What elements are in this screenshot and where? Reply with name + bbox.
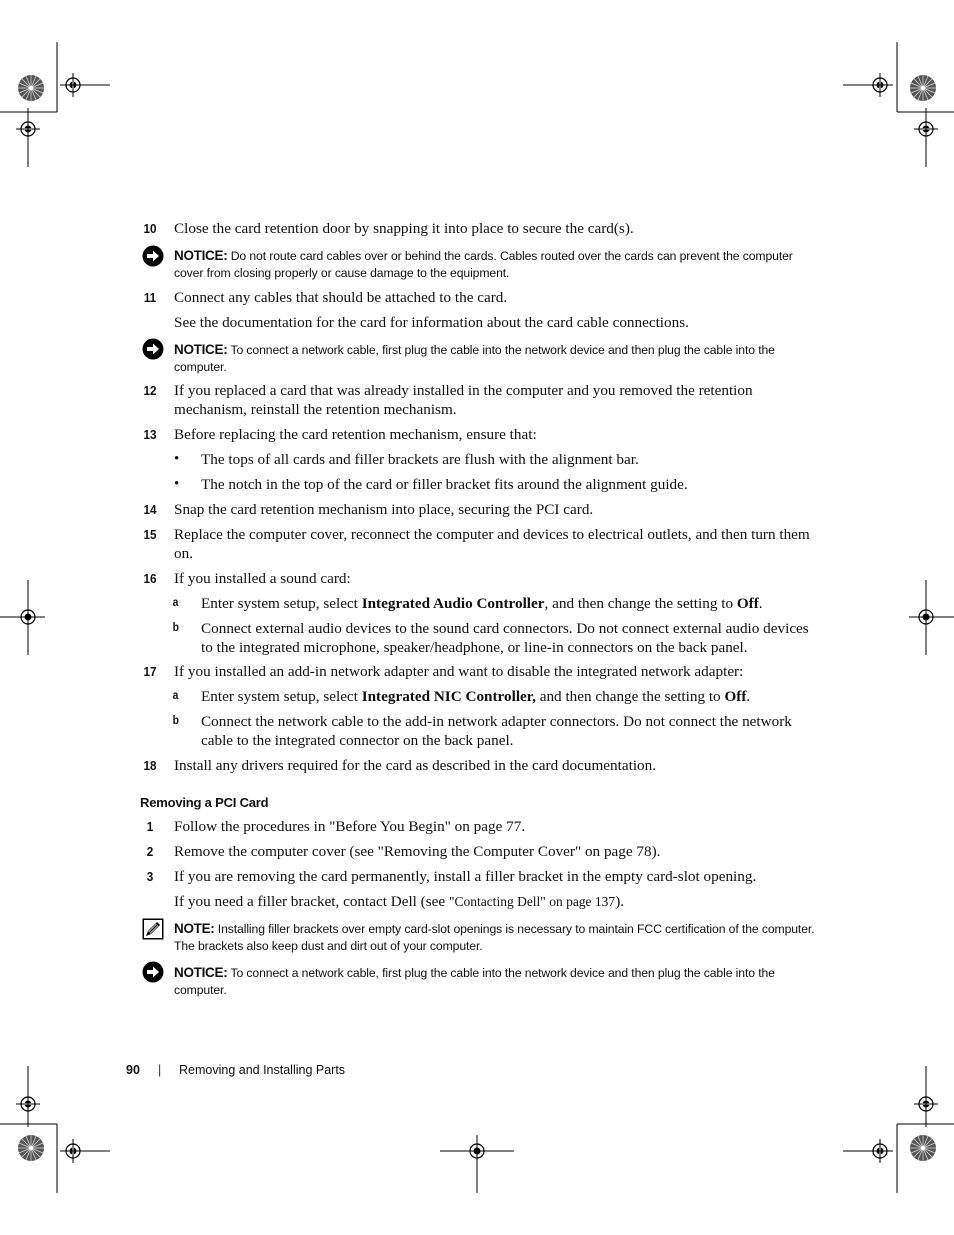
step-extra-text: See the documentation for the card for information about the card cable connections. — [174, 314, 689, 331]
step-number: 2 — [146, 844, 154, 859]
step-text: Close the card retention door by snapping it into place to secure the card(s). — [174, 220, 634, 237]
substep-letter: a — [172, 690, 179, 702]
substep-letter: b — [172, 715, 179, 727]
substep-text-pre: Enter system setup, select — [201, 595, 362, 612]
bullet-icon: • — [174, 476, 180, 492]
notice-label: NOTICE: — [174, 965, 228, 980]
bullet-text: The tops of all cards and filler brackets are flush with the alignment bar. — [201, 451, 639, 468]
step-text: Remove the computer cover (see "Removing the Computer Cover" on page 78). — [174, 843, 661, 860]
step-number: 1 — [146, 819, 154, 834]
step-number: 16 — [143, 571, 157, 586]
setting-value: Off — [724, 688, 747, 705]
substep-text — [201, 594, 821, 613]
step-text: Before replacing the card retention mechanism, ensure that: — [174, 426, 537, 443]
step-extra-post: ). — [615, 893, 625, 910]
notice-routing — [174, 247, 824, 282]
notice-icon — [142, 338, 164, 360]
setting-value: Off — [736, 595, 759, 612]
step-text: Install any drivers required for the card as described in the card documentation. — [174, 757, 657, 774]
notice-text: To connect a network cable, first plug the cable into the network device and then plug the cable into the computer. — [174, 966, 775, 997]
bullet-text: The notch in the top of the card or filler bracket fits around the alignment guide. — [201, 476, 688, 493]
substep-text-post: . — [758, 595, 763, 612]
page-number: 90 — [126, 1063, 140, 1077]
step-text: If you installed a sound card: — [174, 570, 351, 587]
notice-network-cable-2 — [174, 964, 824, 999]
step-text: Connect any cables that should be attached to the card. — [174, 289, 508, 306]
substep-text-mid: , and then change the setting to — [544, 595, 737, 612]
notice-network-cable — [174, 341, 824, 376]
bullet-icon: • — [174, 451, 180, 467]
footer-separator: | — [158, 1063, 162, 1077]
setting-name: Integrated NIC Controller, — [361, 688, 536, 705]
step-extra-text — [174, 892, 819, 911]
cross-reference-link[interactable]: "Contacting Dell" on page 137 — [448, 894, 616, 909]
note-text: Installing filler brackets over empty card-slot openings is necessary to maintain FCC certification of the computer. The brackets also keep dust and dirt out of your computer. — [174, 922, 815, 953]
step-text: Replace the computer cover, reconnect the computer and devices to electrical outlets, and then turn them on. — [174, 526, 810, 562]
step-number: 15 — [143, 527, 157, 542]
step-extra-pre: If you need a filler bracket, contact Dell (see — [174, 893, 449, 910]
substep-text-post: . — [746, 688, 751, 705]
step-text: If you replaced a card that was already installed in the computer and you removed the retention mechanism, reinstall the retention mechanism. — [174, 382, 753, 418]
notice-text: To connect a network cable, first plug the cable into the network device and then plug the cable into the computer. — [174, 343, 775, 374]
substep-text-mid: and then change the setting to — [535, 688, 725, 705]
notice-text: Do not route card cables over or behind the cards. Cables routed over the cards can prevent the computer cover from closing properly or cause damage to the equipment. — [174, 249, 793, 280]
substep-text-pre: Enter system setup, select — [201, 688, 362, 705]
step-number: 14 — [143, 502, 157, 517]
setting-name: Integrated Audio Controller — [361, 595, 545, 612]
note-pencil-icon — [142, 918, 164, 940]
section-heading: Removing a PCI Card — [140, 795, 269, 810]
step-number: 12 — [143, 383, 157, 398]
substep-text: Connect external audio devices to the sound card connectors. Do not connect external audio devices to the integrated microphone, speaker/headphone, or line-in connectors on the back panel. — [201, 620, 809, 656]
substep-text — [201, 687, 821, 706]
step-text: If you installed an add-in network adapter and want to disable the integrated network adapter: — [174, 663, 744, 680]
step-number: 3 — [146, 869, 154, 884]
notice-label: NOTICE: — [174, 342, 228, 357]
substep-letter: b — [172, 622, 179, 634]
substep-letter: a — [172, 597, 179, 609]
notice-icon — [142, 961, 164, 983]
note-fcc — [174, 920, 824, 955]
note-label: NOTE: — [174, 921, 215, 936]
footer-title: Removing and Installing Parts — [179, 1063, 346, 1077]
step-number: 10 — [143, 221, 157, 236]
notice-icon — [142, 245, 164, 267]
step-number: 17 — [143, 664, 157, 679]
substep-text: Connect the network cable to the add-in network adapter connectors. Do not connect the network cable to the integrated connector on the back panel. — [201, 713, 792, 749]
step-text: Snap the card retention mechanism into place, securing the PCI card. — [174, 501, 594, 518]
step-number: 11 — [143, 290, 157, 305]
notice-label: NOTICE: — [174, 248, 228, 263]
step-text: If you are removing the card permanently, install a filler bracket in the empty card-slot opening. — [174, 868, 757, 885]
step-number: 18 — [143, 758, 157, 773]
step-number: 13 — [143, 427, 157, 442]
step-text: Follow the procedures in "Before You Begin" on page 77. — [174, 818, 526, 835]
